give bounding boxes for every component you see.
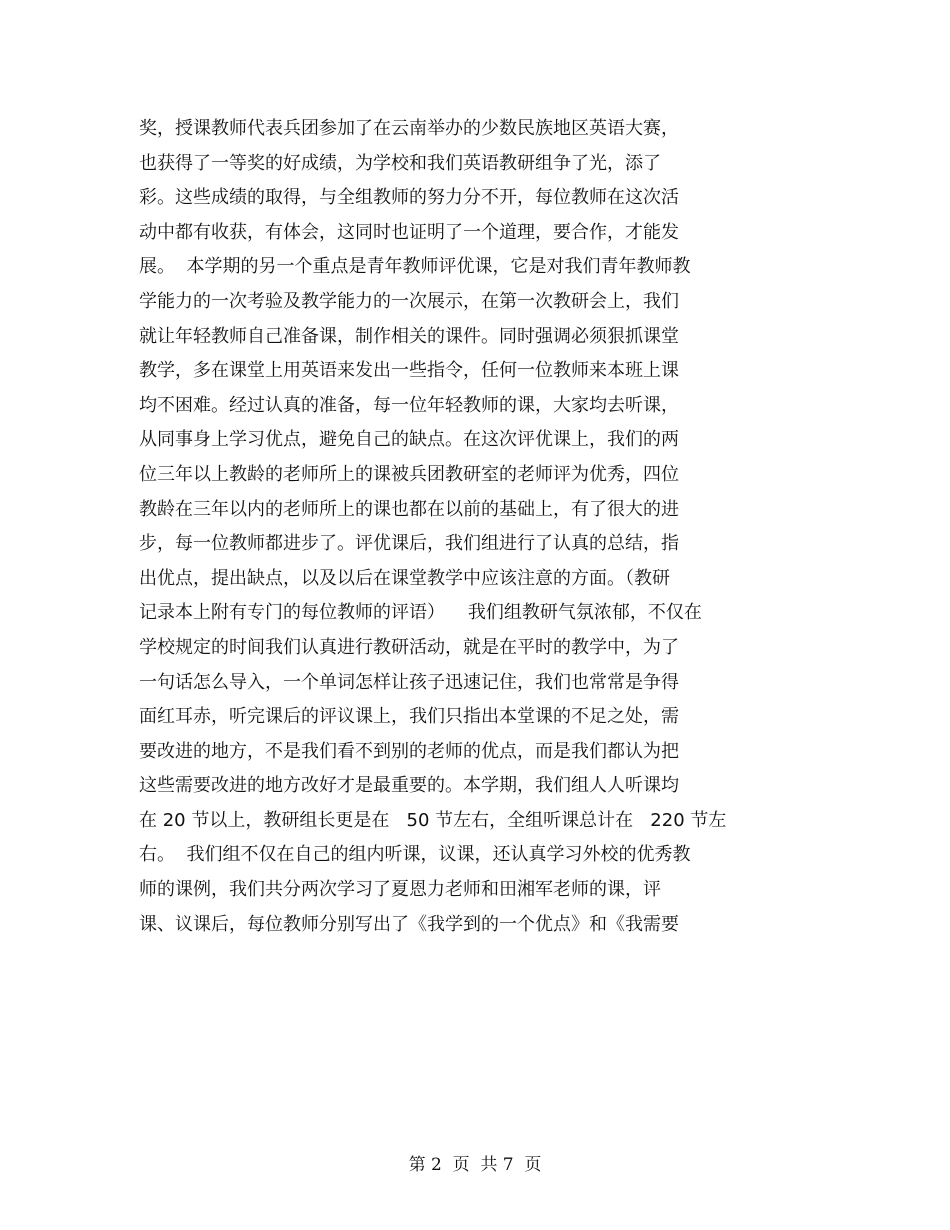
text-line: 学能力的一次考验及教学能力的一次展示，在第一次教研会上，我们 — [139, 290, 679, 312]
text-line: 在 20 节以上，教研组长更是在 50 节左右，全组听课总计在 220 节左 — [139, 809, 727, 831]
page-number-footer: 第 2 页 共 7 页 — [408, 1155, 542, 1175]
text-line: 课、议课后，每位教师分别写出了《我学到的一个优点》和《我需要 — [139, 913, 679, 935]
text-line: 均不困难。经过认真的准备，每一位年轻教师的课，大家均去听课， — [139, 394, 679, 416]
text-line: 面红耳赤，听完课后的评议课上，我们只指出本堂课的不足之处，需 — [139, 706, 679, 728]
text-line: 就让年轻教师自己准备课，制作相关的课件。同时强调必须狠抓课堂 — [139, 325, 679, 347]
text-line: 展。 本学期的另一个重点是青年教师评优课，它是对我们青年教师教 — [139, 256, 691, 278]
text-line: 右。 我们组不仅在自己的组内听课，议课，还认真学习外校的优秀教 — [139, 844, 691, 866]
text-line: 奖，授课教师代表兵团参加了在云南举办的少数民族地区英语大赛， — [139, 118, 679, 139]
text-line: 学校规定的时间我们认真进行教研活动，就是在平时的教学中，为了 — [139, 636, 679, 658]
text-line: 这些需要改进的地方改好才是最重要的。本学期，我们组人人听课均 — [139, 775, 679, 797]
text-line: 彩。这些成绩的取得，与全组教师的努力分不开，每位教师在这次活 — [139, 187, 679, 209]
text-line: 从同事身上学习优点，避免自己的缺点。在这次评优课上，我们的两 — [139, 429, 679, 451]
text-line: 动中都有收获，有体会，这同时也证明了一个道理，要合作，才能发 — [139, 221, 679, 243]
text-line: 位三年以上教龄的老师所上的课被兵团教研室的老师评为优秀，四位 — [139, 463, 679, 485]
text-line: 出优点，提出缺点，以及以后在课堂教学中应该注意的方面。（教研 — [139, 567, 670, 589]
text-line: 步，每一位教师都进步了。评优课后，我们组进行了认真的总结，指 — [139, 533, 679, 555]
body-text — [139, 112, 819, 942]
text-line: 记录本上附有专门的每位教师的评语） 我们组教研气氛浓郁，不仅在 — [139, 602, 702, 624]
text-line: 师的课例，我们共分两次学习了夏恩力老师和田湘军老师的课，评 — [139, 879, 661, 901]
text-line: 一句话怎么导入，一个单词怎样让孩子迅速记住，我们也常常是争得 — [139, 671, 679, 693]
text-line: 教学，多在课堂上用英语来发出一些指令，任何一位教师来本班上课 — [139, 360, 679, 382]
text-line: 也获得了一等奖的好成绩，为学校和我们英语教研组争了光，添了 — [139, 152, 661, 174]
text-line: 要改进的地方，不是我们看不到别的老师的优点，而是我们都认为把 — [139, 740, 679, 762]
text-line: 教龄在三年以内的老师所上的课也都在以前的基础上，有了很大的进 — [139, 498, 679, 520]
